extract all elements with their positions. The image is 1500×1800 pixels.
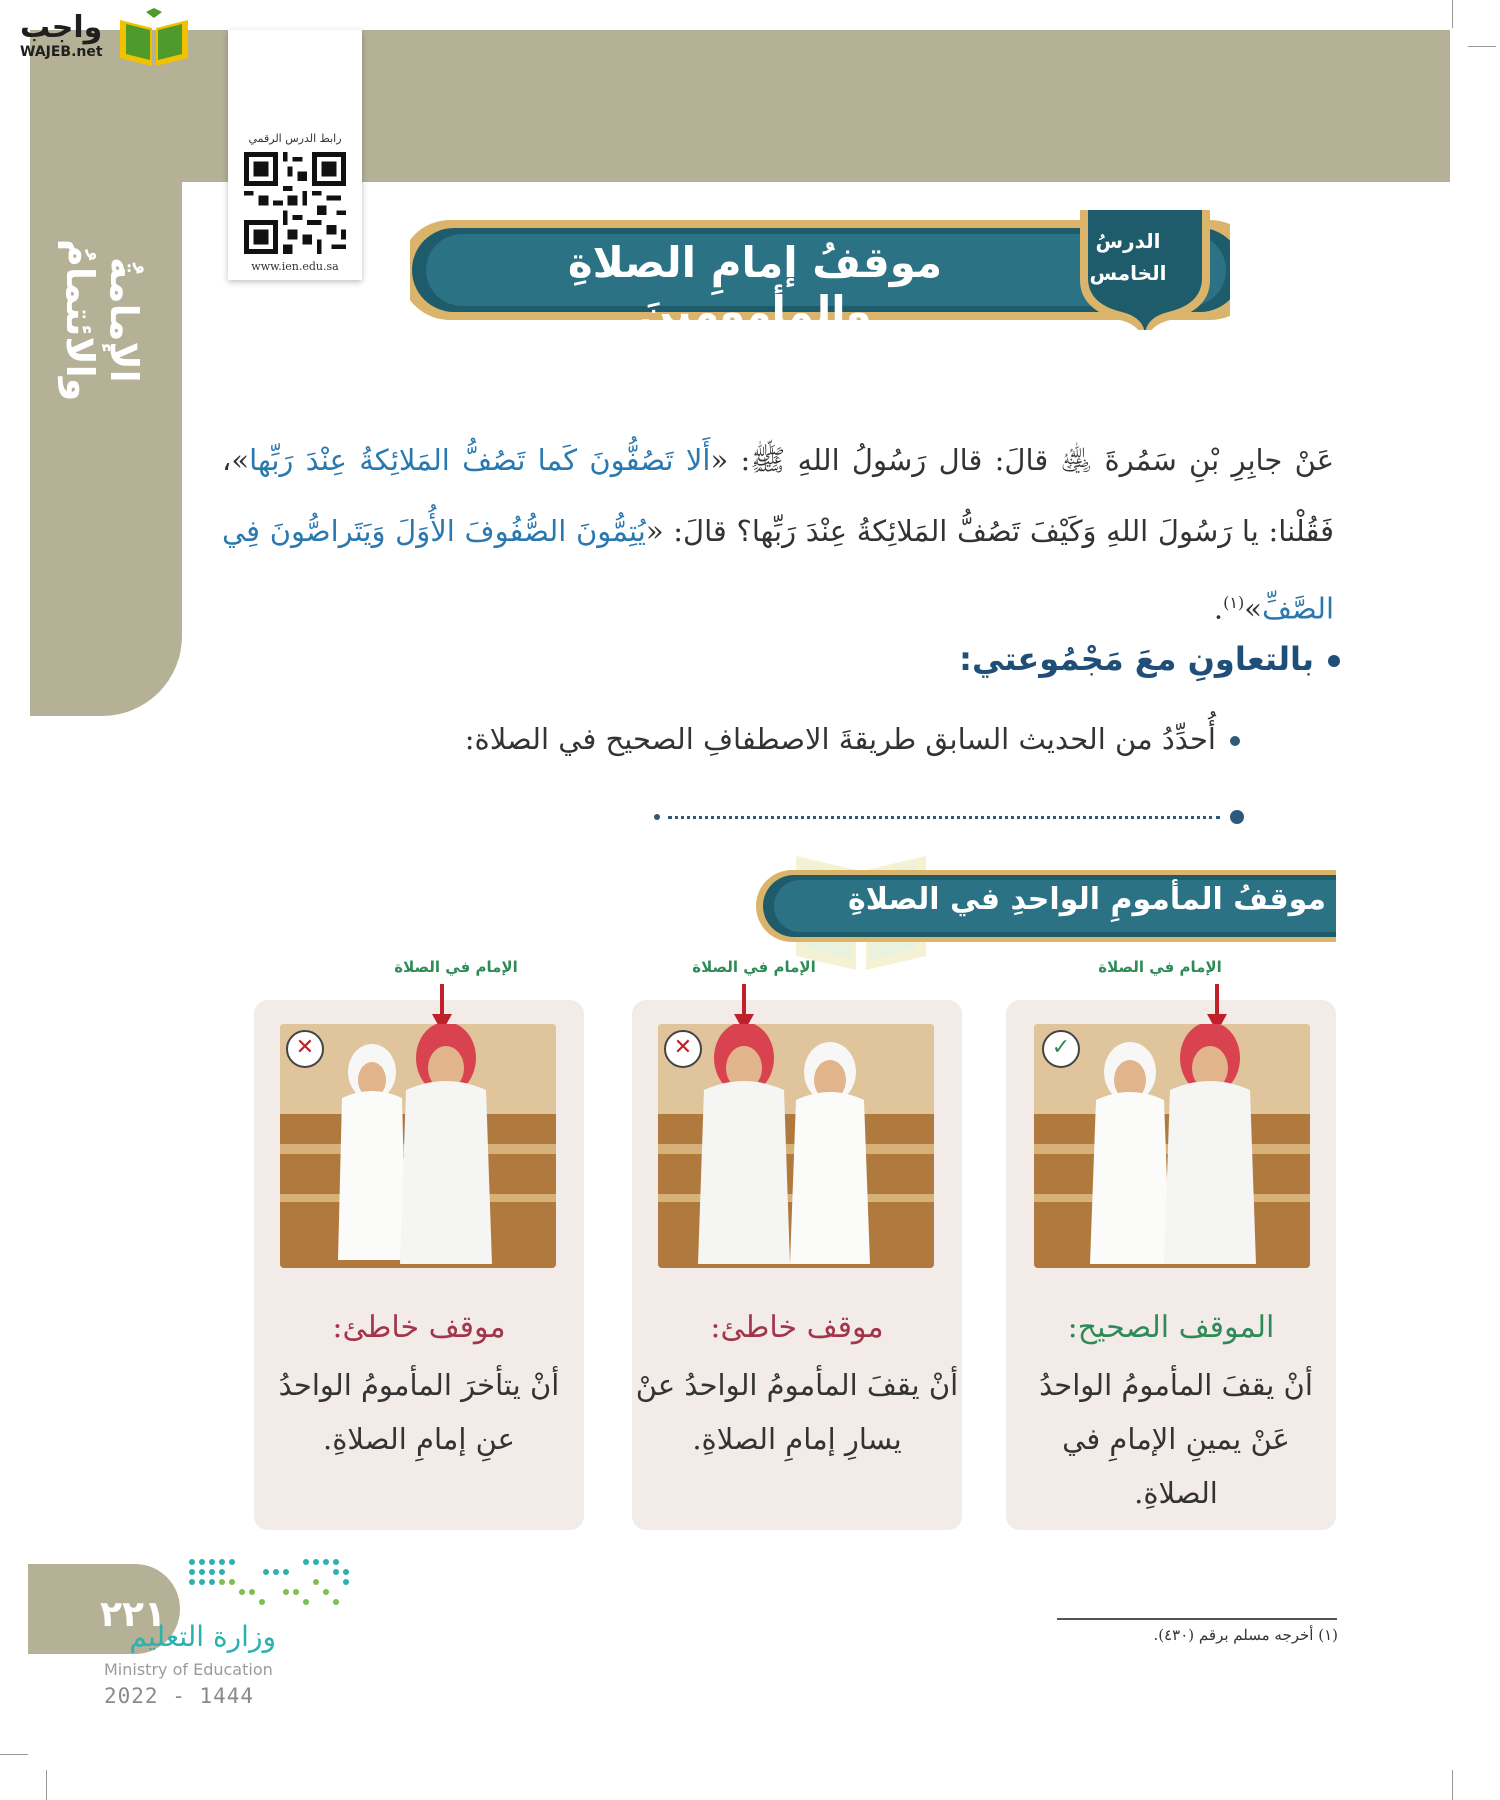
activity-heading: [600, 640, 1340, 678]
hadith-end: »: [1244, 591, 1262, 626]
lesson-tag-line2: الخامس: [1089, 261, 1167, 285]
qr-code-icon[interactable]: [243, 152, 347, 254]
bullet-icon: [1328, 655, 1340, 667]
footnote-ref[interactable]: (١): [1223, 593, 1245, 612]
verdict-wrong-behind: موقف خاطئ:: [332, 1310, 506, 1345]
crop-mark: [1468, 46, 1496, 47]
hadith-tail: .: [1213, 591, 1224, 626]
activity-instruction: [300, 722, 1240, 756]
ministry-name-arabic: وزارة التعليم: [129, 1620, 276, 1653]
activity-instruction-text: أُحدِّدُ من الحديث السابق طريقةَ الاصطفافِ الصحيح في الصلاة:: [464, 722, 1216, 756]
qr-caption: رابط الدرس الرقمي: [248, 132, 342, 145]
hadith-mid: »، فَقُلْنا: يا رَسُولَ اللهِ وَكَيْفَ تَصُفُّ المَلائِكةُ عِنْدَ رَبِّها؟ قالَ: «: [222, 443, 1334, 548]
ministry-name-english: Ministry of Education: [104, 1660, 273, 1679]
activity-heading-text: بالتعاونِ معَ مَجْمُوعتي:: [959, 640, 1314, 678]
crop-mark: [0, 1754, 28, 1755]
wajeb-logo[interactable]: [8, 4, 188, 68]
imam-label: الإمام في الصلاة: [1098, 958, 1222, 976]
ministry-logo-icon: [186, 1556, 358, 1612]
lesson-title: موقفُ إمامِ الصلاةِ والمأمومينَ: [567, 238, 943, 336]
footnote-rule: [1057, 1618, 1337, 1620]
verdict-wrong-left: موقف خاطئ:: [710, 1310, 884, 1345]
page-number: ٢٢١: [100, 1594, 166, 1635]
logo-latin: WAJEB.net: [20, 44, 103, 60]
answer-line[interactable]: [654, 808, 1244, 828]
lesson-tag: [1078, 225, 1178, 289]
crop-mark: [46, 1770, 47, 1800]
photo-wrong-left-position: [658, 1024, 934, 1268]
lesson-tag-line1: الدرسُ: [1095, 229, 1161, 253]
hadith-text: [222, 425, 1334, 645]
edition-year: 2022 - 1444: [104, 1684, 255, 1708]
line-end-dot: [654, 814, 660, 820]
bullet-icon: [1230, 810, 1244, 824]
verdict-correct: الموقف الصحيح:: [1067, 1310, 1275, 1345]
description-wrong-behind: أنْ يتأخرَ المأمومُ الواحدُ عنِ إمامِ الصلاةِ.: [278, 1368, 560, 1456]
logo-arabic: واجب: [20, 10, 103, 45]
description-correct: أنْ يقفَ المأمومُ الواحدُ عَنْ يمينِ الإمامِ في الصلاةِ.: [1039, 1368, 1313, 1510]
photo-wrong-behind-position: [280, 1024, 556, 1268]
hadith-quote-1: أَلا تَصُفُّونَ كَما تَصُفُّ المَلائِكةُ عِنْدَ رَبِّها: [249, 443, 711, 477]
footnote: (١) أخرجه مسلم برقم (٤٣٠).: [1153, 1626, 1338, 1644]
dotted-line: [668, 816, 1220, 819]
qr-url[interactable]: www.ien.edu.sa: [251, 260, 339, 273]
cross-icon: ✕: [286, 1030, 324, 1068]
hadith-quote-2: يُتِمُّونَ الصُّفُوفَ الأُوَلَ وَيَتَراصُّونَ فِي الصَّفِّ: [222, 514, 1334, 626]
crop-mark: [1452, 0, 1453, 28]
check-icon: ✓: [1042, 1030, 1080, 1068]
cross-icon: ✕: [664, 1030, 702, 1068]
imam-label: الإمام في الصلاة: [692, 958, 816, 976]
description-wrong-left: أنْ يقفَ المأمومُ الواحدُ عنْ يسارِ إمامِ الصلاةِ.: [635, 1368, 959, 1456]
book-icon: [116, 8, 192, 68]
section-title: موقفُ المأمومِ الواحدِ في الصلاةِ: [847, 882, 1326, 917]
imam-label: الإمام في الصلاة: [394, 958, 518, 976]
hadith-intro: عَنْ جابِرِ بْنِ سَمُرةَ ﵁ قالَ: قال رَسُولُ اللهِ ﷺ: «: [710, 443, 1334, 477]
qr-card: [228, 30, 362, 280]
unit-title: الإمامةُ والائتمامُ: [58, 238, 146, 402]
crop-mark: [1452, 1770, 1453, 1800]
bullet-icon: [1230, 736, 1240, 746]
